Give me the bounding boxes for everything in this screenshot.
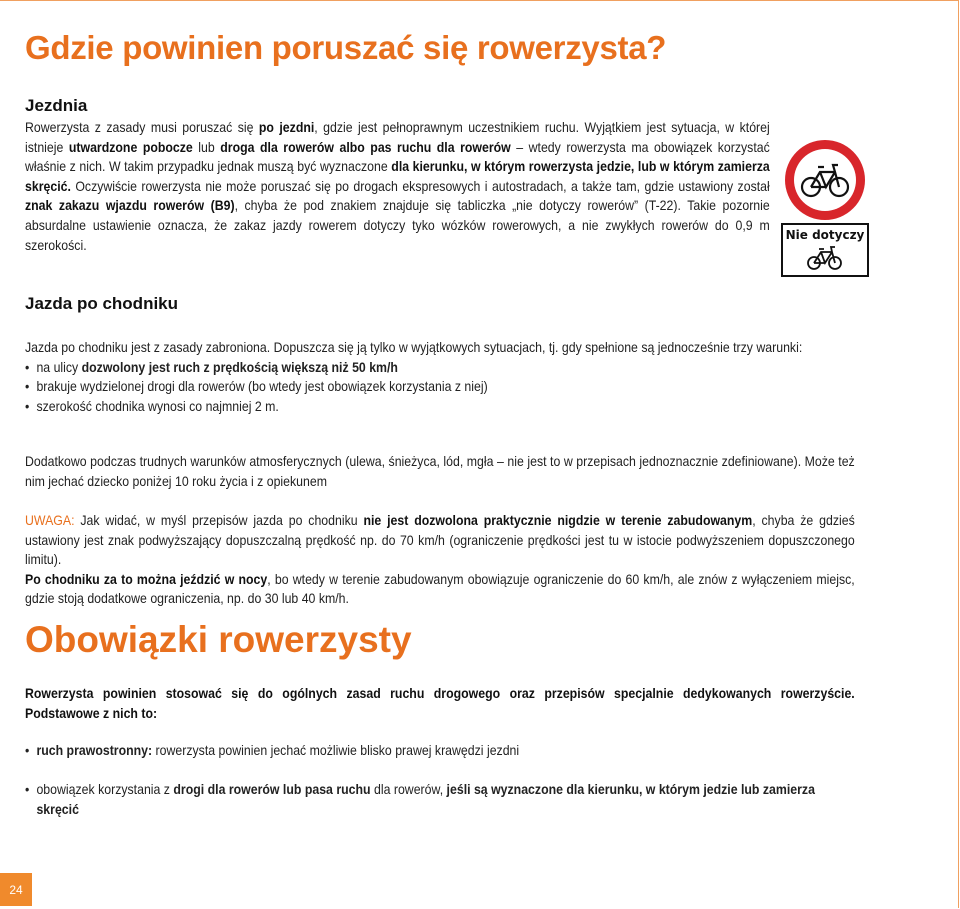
obowiazki-lead-text: Rowerzysta powinien stosować się do ogólnych zasad ruchu drogowego oraz przepisów specjalnie dedykowanych rowerzyście. Podstawowe z nich to: bbox=[25, 685, 855, 721]
chodnik-conditions-list bbox=[25, 358, 855, 417]
page-number: 24 bbox=[0, 873, 32, 906]
obowiazki-bullet-1 bbox=[25, 741, 855, 761]
chodnik-extra bbox=[25, 452, 855, 491]
section-heading-chodnik: Jazda po chodniku bbox=[25, 294, 179, 313]
chodnik-extra-text: Dodatkowo podczas trudnych warunków atmosferycznych (ulewa, śnieżyca, lód, mgła – nie jest to w przepisach jednoznacznie zdefiniowane). Może też nim jechać dziecko poniżej 10 roku życia i z opiekunem bbox=[25, 453, 855, 489]
list-item: • obowiązek korzystania z drogi dla rowerów lub pasa ruchu dla rowerów, jeśli są wyznaczone dla kierunku, w którym jedzie lub zamierza skręcić bbox=[25, 780, 855, 819]
list-item: • ruch prawostronny: rowerzysta powinien jechać możliwie blisko prawej krawędzi jezdni bbox=[25, 741, 855, 761]
uwaga-block bbox=[25, 511, 855, 609]
section-heading-jezdnia: Jezdnia bbox=[25, 96, 88, 115]
section-title-obowiazki: Obowiązki rowerzysty bbox=[25, 619, 412, 660]
sign-plate-text: Nie dotyczy bbox=[785, 228, 865, 242]
noc-text: Po chodniku za to można jeździć w nocy, bo wtedy w terenie zabudowanym obowiązuje ograniczenie do 60 km/h, ale znów z wyłączeniem miejsc, gdzie stoją dodatkowe ograniczenia, np. do 30 lub 40 km/h. bbox=[25, 570, 855, 607]
jezdnia-paragraph bbox=[25, 118, 770, 255]
page-title: Gdzie powinien poruszać się rowerzysta? bbox=[25, 29, 667, 66]
jezdnia-text: Rowerzysta z zasady musi poruszać się po jezdni, gdzie jest pełnoprawnym uczestnikiem ruchu. Wyjątkiem jest sytuacja, w której istnieje utwardzone pobocze lub droga dla rowerów albo pas ruchu dla rowerów – wtedy rowerzysta ma obowiązek korzystać właśnie z nich. W takim przypadku jednak muszą być wyznaczone dla kierunku, w którym rowerzysta jedzie, lub w którym zamierza skręcić. Oczywiście rowerzysta nie może poruszać się po drogach ekspresowych i autostradach, a także tam, gdzie ustawiony został znak zakazu wjazdu rowerów (B9), chyba że pod znakiem znajduje się tabliczka „nie dotyczy rowerów” (T-22). Takie pozornie absurdalne ustawienie oznacza, że zakaz jazdy rowerem dotyczy tyko wózków rowerowych, a nie zwykłych rowerów do 0,9 m szerokości. bbox=[25, 119, 770, 253]
uwaga-text bbox=[25, 511, 855, 570]
uwaga-label: UWAGA: bbox=[25, 512, 75, 528]
list-item: • szerokość chodnika wynosi co najmniej 2 m. bbox=[25, 397, 855, 417]
list-item: • brakuje wydzielonej drogi dla rowerów (bo wtedy jest obowiązek korzystania z niej) bbox=[25, 377, 855, 397]
list-item: • na ulicy dozwolony jest ruch z prędkością większą niż 50 km/h bbox=[25, 358, 855, 378]
chodnik-intro: Jazda po chodniku jest z zasady zabroniona. Dopuszcza się ją tylko w wyjątkowych sytuacjach, tj. gdy spełnione są jednocześnie trzy warunki: bbox=[25, 339, 803, 355]
sign-b9-no-bicycles-with-plate bbox=[780, 136, 870, 278]
chodnik-section bbox=[25, 338, 855, 416]
uwaga-body: Jak widać, w myśl przepisów jazda po chodniku nie jest dozwolona praktycznie nigdzie w terenie zabudowanym, chyba że gdzieś ustawiony jest znak podwyższający dopuszczalną prędkość np. do 70 km/h (ograniczenie prędkości jest tu w istocie podwyższeniem dopuszczonego limitu). bbox=[25, 512, 855, 568]
sign-b9-face bbox=[794, 149, 856, 211]
obowiazki-bullet-2 bbox=[25, 780, 855, 819]
obowiazki-lead bbox=[25, 684, 855, 723]
